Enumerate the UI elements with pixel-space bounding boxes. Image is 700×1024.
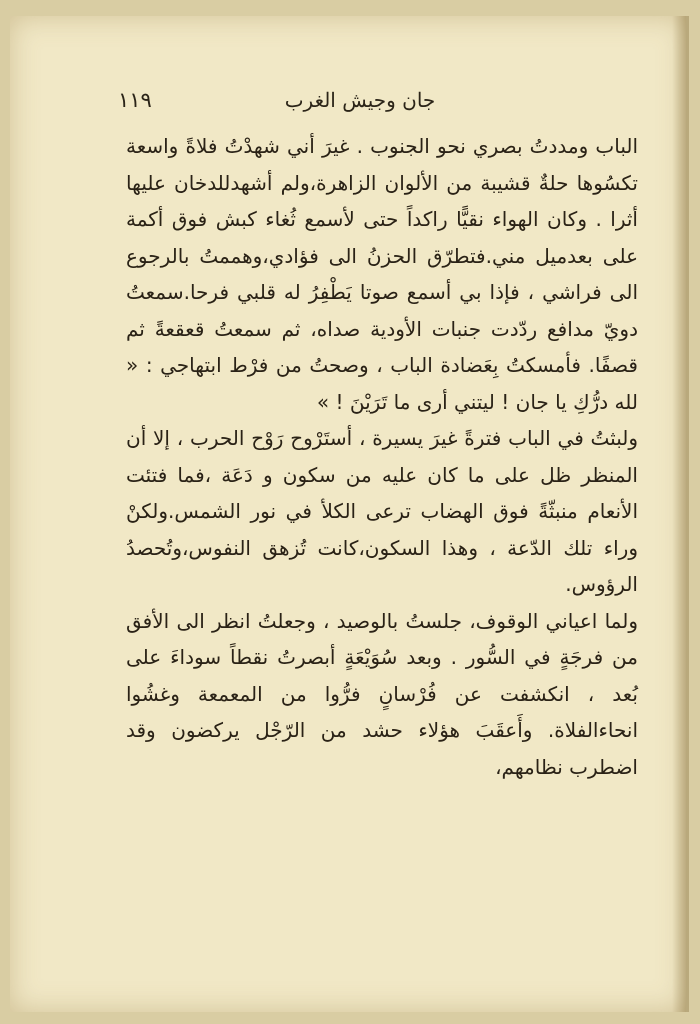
paragraph-2: ولبثتُ في الباب فترةً غيرَ يسيرة ، أستَرْوح رَوْح الحرب ، إلا أن المنظر ظل على ما كان عليه من سكون و دَعَة ،فما فتئت الأنعام منبثّةً فوق الهضاب ترعى الكلأ في نور الشمس.ولكنْ وراء تلك الدّعة ، وهذا السكون،كانت تُزهق النفوس،وتُحصدُ الرؤوس. xyxy=(126,426,638,596)
page-header xyxy=(110,88,610,118)
book-page xyxy=(10,16,689,1012)
page-number: ١١٩ xyxy=(118,88,152,112)
running-title: جان وجيش الغرب xyxy=(284,88,436,112)
paragraph-1: الباب ومددتُ بصري نحو الجنوب . غيرَ أني شهدْتُ فلاةً واسعة تكسُوها حلةٌ قشيبة من الألوان الزاهرة،ولم أشهدللدخان عليها أثرا . وكان الهواء نقيًّا راكداً حتى لأسمع ثُغاء كبش فوق أكمة على بعدميل مني.فتطرّق الحزنُ الى فؤادي،وهممتُ بالرجوع الى فراشي ، فإذا بي أسمع صوتا يَطْفِرُ له قلبي فرحا.سمعتُ دويّ مدافع ردّدت جنبات الأودية صداه، ثم سمعتُ قعقعةً ثم قصفًا. فأمسكتُ بِعَضادة الباب ، وصحتُ من فرْط ابتهاجي : « لله درُّكِ يا جان ! ليتني أرى ما تَرَيْنَ ! » xyxy=(126,134,638,414)
paragraph-3: ولما اعياني الوقوف، جلستُ بالوصيد ، وجعلتُ انظر الى الأفق من فرجَةٍ في السُّور . وبعد سُوَيْعَةٍ أبصرتُ نقطاً سوداءَ على بُعد ، انكشفت عن فُرْسانٍ فرُّوا من المعمعة وغشُوا انحاءالفلاة. وأَعقَبَ هؤلاء حشد من الرّجْل يركضون وقد اضطرب نظامهم، xyxy=(126,608,638,779)
body-text xyxy=(126,128,638,785)
page-gutter-shadow xyxy=(672,16,686,1012)
